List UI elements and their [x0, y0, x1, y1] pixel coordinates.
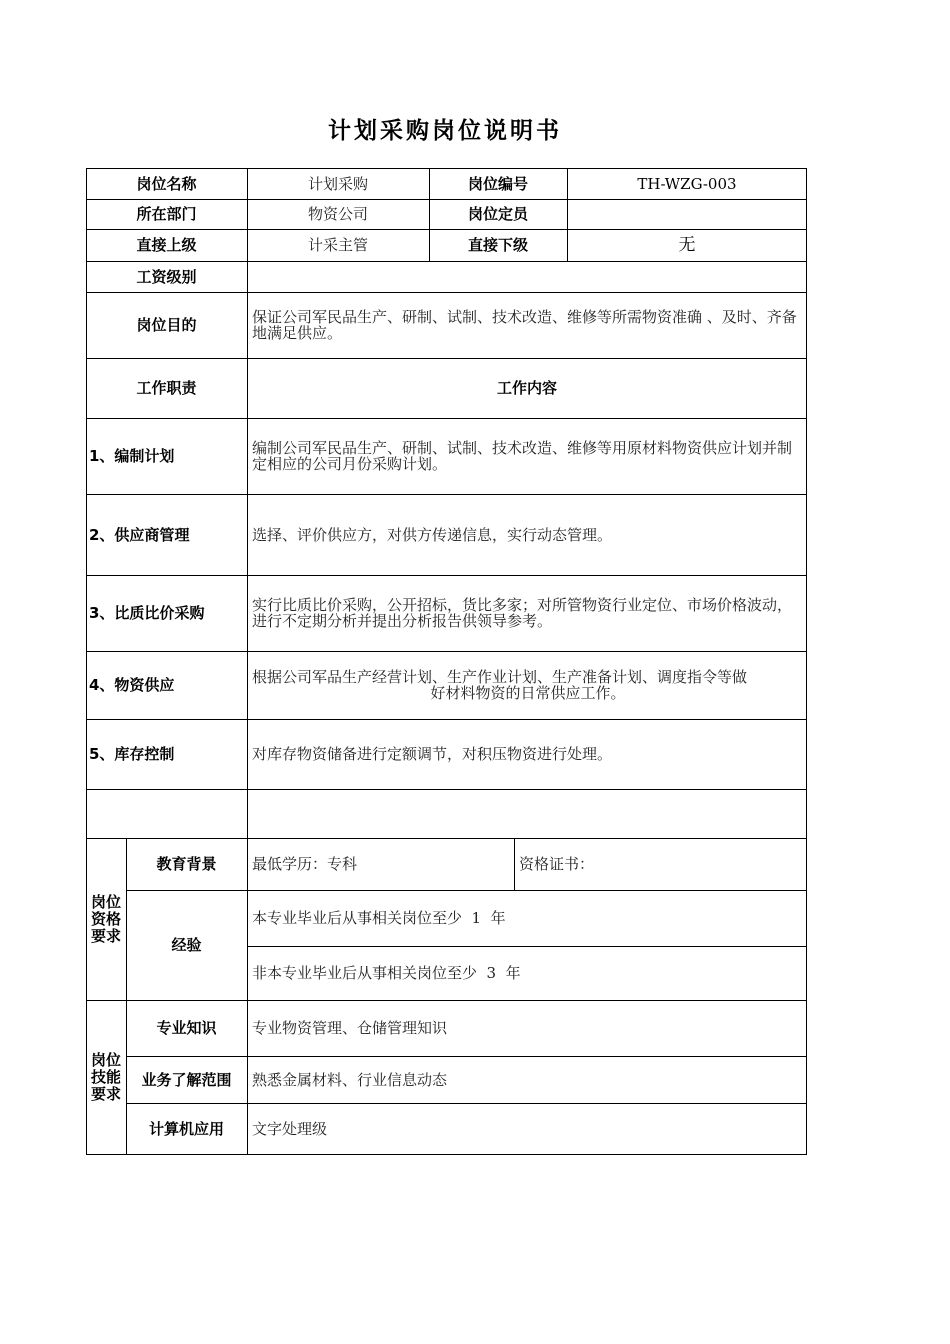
post-code-value: TH-WZG-003 — [637, 174, 737, 193]
salary-label: 工资级别 — [136, 267, 197, 286]
duty-4-text — [247, 651, 807, 719]
experience-2: 非本专业毕业后从事相关岗位至少 3 年 — [252, 964, 521, 982]
duty-4-text-line2: 好材料物资的日常供应工作。 — [430, 684, 626, 702]
experience-1: 本专业毕业后从事相关岗位至少 1 年 — [252, 909, 506, 927]
duty-4-text-line1: 根据公司军品生产经营计划、生产作业计划、生产准备计划、调度指令等做 — [252, 668, 748, 686]
duty-5-text: 对库存物资储备进行定额调节，对积压物资进行处理。 — [252, 745, 613, 763]
computer-label: 计算机应用 — [148, 1120, 224, 1138]
salary-value — [247, 261, 807, 292]
post-name-value: 计划采购 — [307, 174, 368, 193]
superior-label: 直接上级 — [136, 236, 197, 254]
duty-5-label: 5、库存控制 — [89, 745, 175, 763]
duty-1-text: 编制公司军民品生产、研制、试制、技术改造、维修等用原材料物资供应计划并制定相应的公司月份采购计划。 — [252, 439, 793, 473]
purpose-label: 岗位目的 — [136, 316, 197, 334]
certificate-value: 资格证书： — [519, 855, 595, 873]
headcount-label: 岗位定员 — [467, 205, 528, 223]
qualification-group-label: 岗位资格要求 — [91, 892, 122, 945]
subordinate-label: 直接下级 — [467, 236, 528, 254]
knowledge-label: 专业知识 — [156, 1019, 217, 1037]
education-value: 最低学历：专科 — [252, 855, 358, 873]
duty-4-label: 4、物资供应 — [89, 676, 175, 694]
dept-value: 物资公司 — [307, 205, 368, 223]
post-name-label: 岗位名称 — [136, 174, 197, 193]
subordinate-value: 无 — [678, 235, 696, 255]
duty-2-label: 2、供应商管理 — [89, 525, 190, 544]
document-title: 计划采购岗位说明书 — [328, 118, 562, 144]
duty-3-text: 实行比质比价采购，公开招标，货比多家；对所管物资行业定位、市场价格波动，进行不定期分析并提出分析报告供领导参考。 — [252, 596, 793, 630]
duty-1-label: 1、编制计划 — [89, 447, 175, 465]
business-label: 业务了解范围 — [141, 1070, 232, 1089]
headcount-value — [567, 199, 807, 229]
duties-label: 工作职责 — [136, 379, 197, 397]
experience-label: 经验 — [171, 936, 202, 954]
knowledge-value: 专业物资管理、仓储管理知识 — [252, 1019, 448, 1037]
skills-group-label: 岗位技能要求 — [91, 1051, 122, 1103]
education-label: 教育背景 — [156, 855, 217, 873]
duties-content-label: 工作内容 — [496, 379, 557, 397]
duty-2-text: 选择、评价供应方，对供方传递信息，实行动态管理。 — [252, 525, 613, 544]
computer-value: 文字处理级 — [252, 1120, 328, 1138]
post-code-label: 岗位编号 — [467, 174, 528, 193]
dept-label: 所在部门 — [136, 205, 197, 223]
duty-3-label: 3、比质比价采购 — [89, 604, 205, 622]
business-value: 熟悉金属材料、行业信息动态 — [252, 1070, 448, 1089]
purpose-text: 保证公司军民品生产、研制、试制、技术改造、维修等所需物资准确 、及时、齐备地满足供应。 — [252, 308, 797, 342]
superior-value: 计采主管 — [307, 236, 368, 254]
